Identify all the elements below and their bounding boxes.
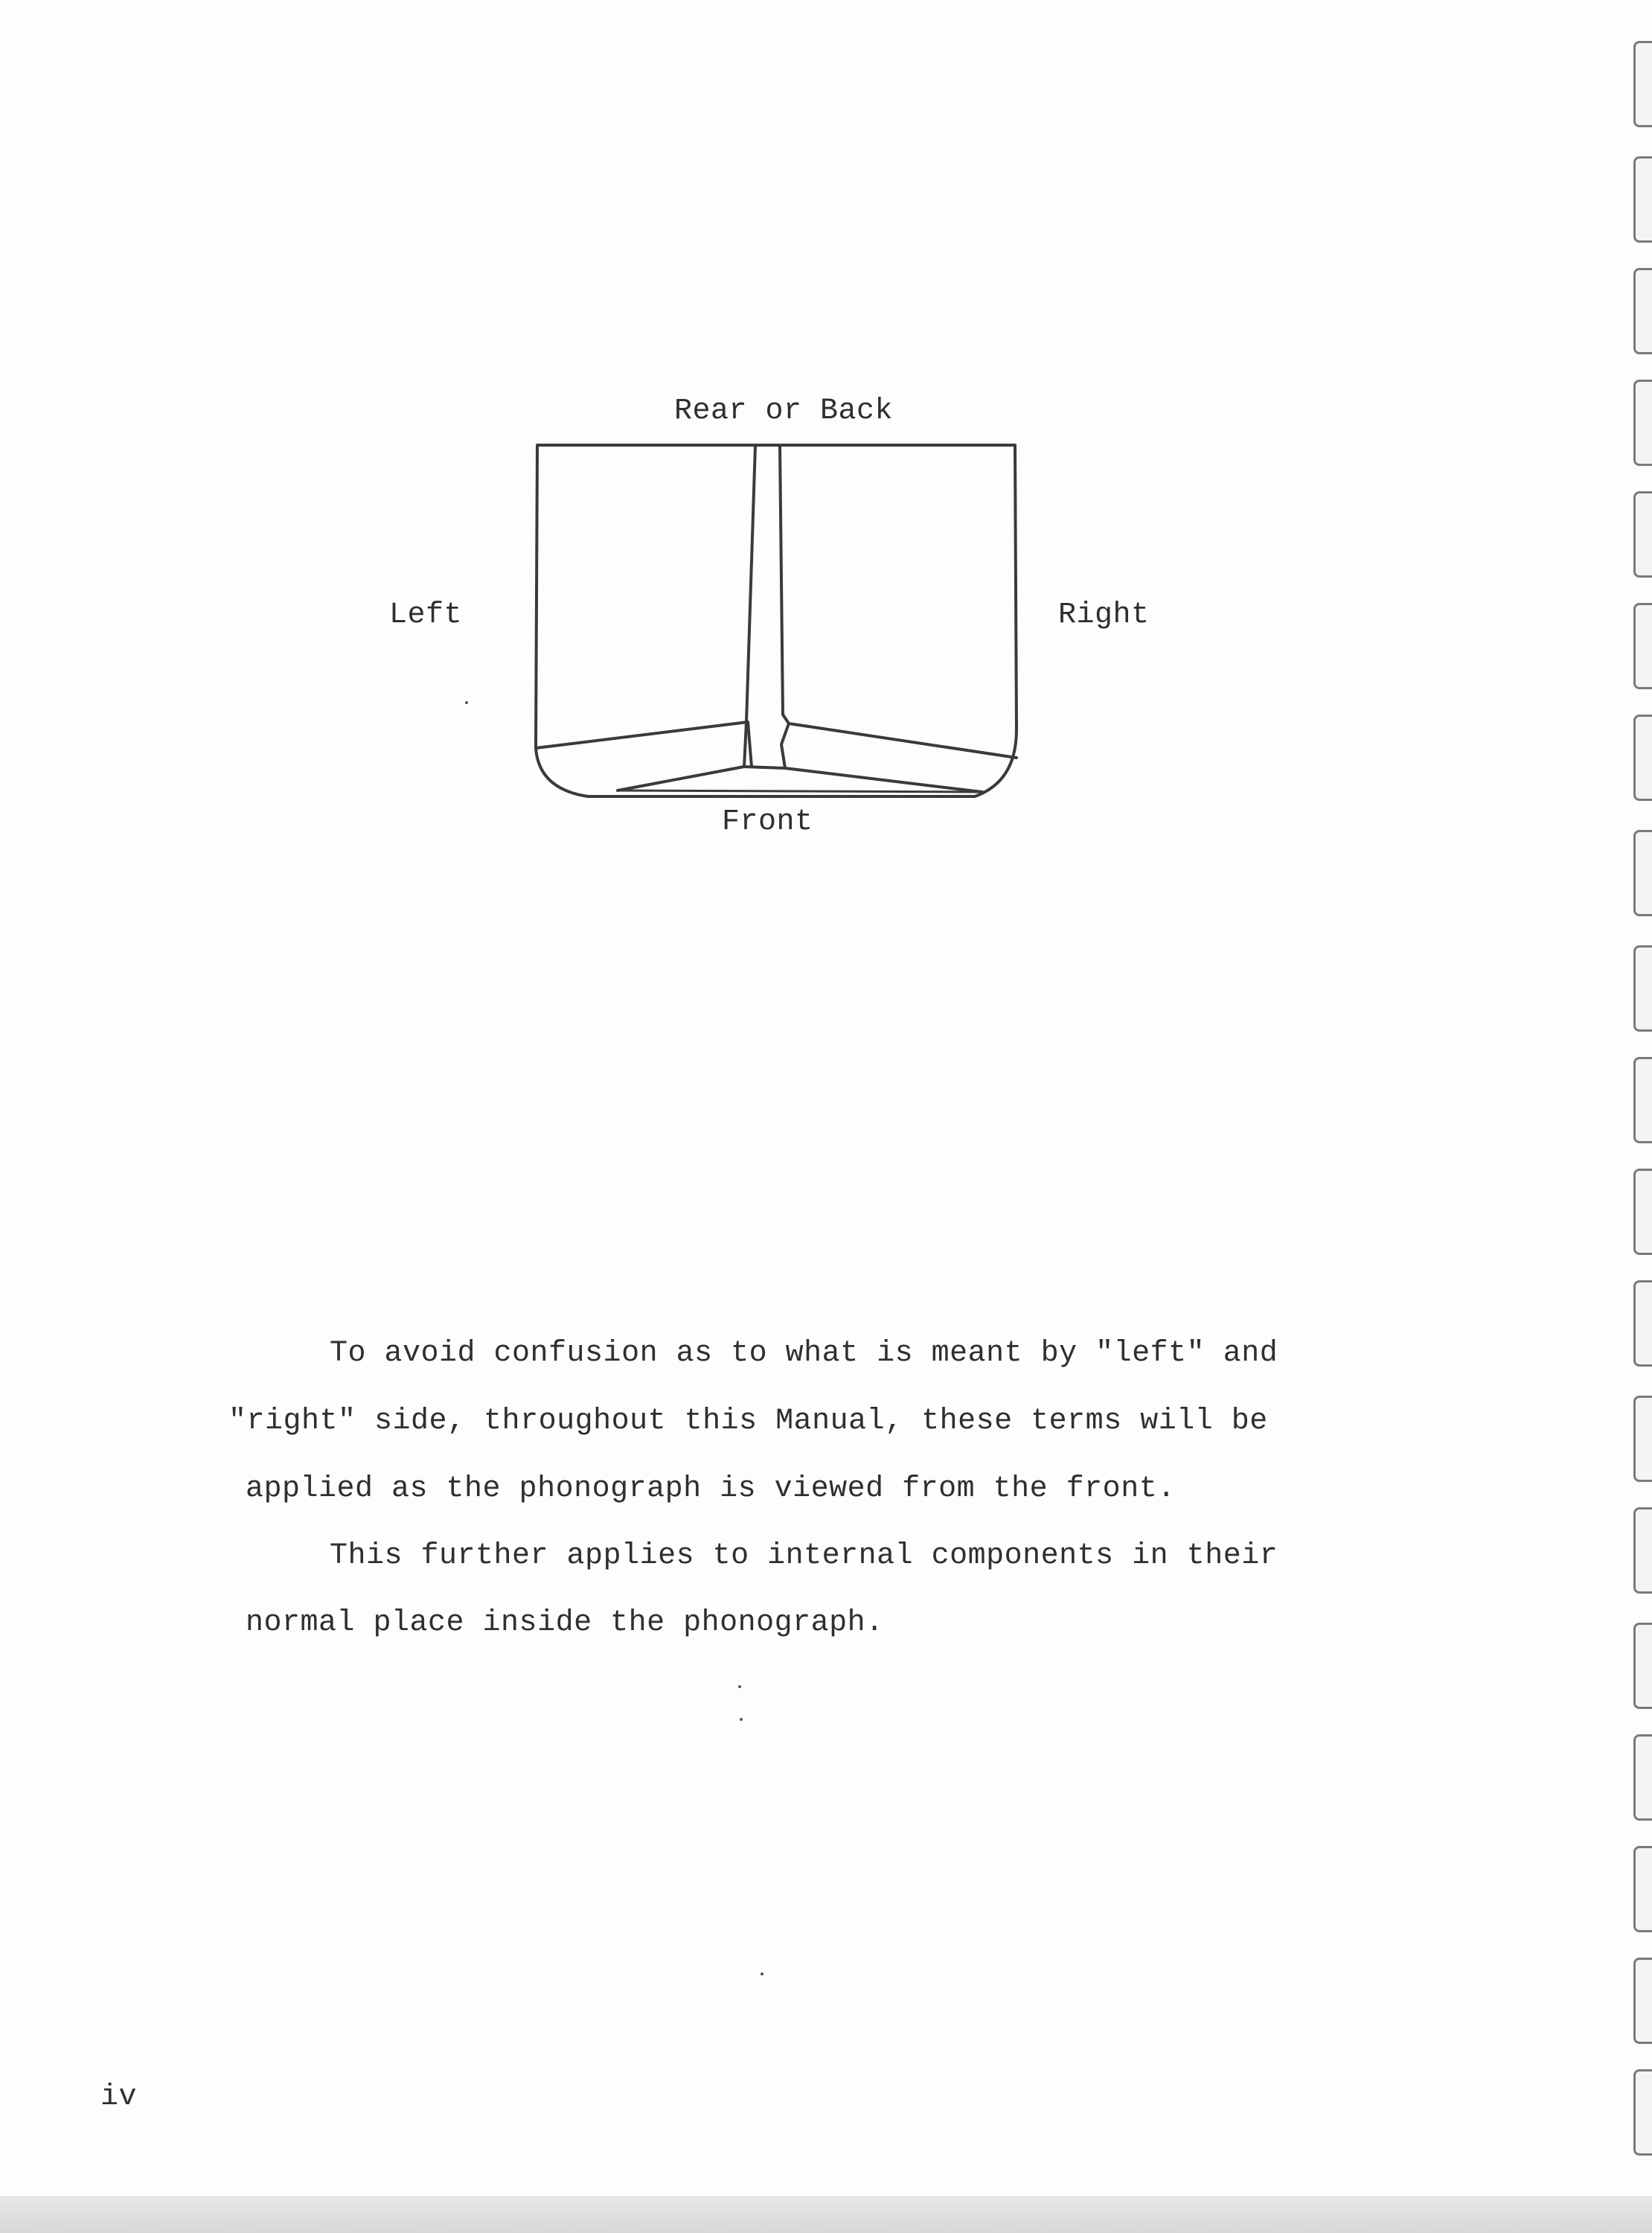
scan-bottom-edge: [0, 2196, 1652, 2233]
binder-tab: [1633, 1958, 1652, 2044]
front-bevel-right: [785, 768, 982, 792]
diagram-label-right: Right: [1058, 598, 1150, 632]
body-text-line-5: normal place inside the phonograph.: [246, 1606, 884, 1640]
binder-edge: [1622, 0, 1652, 2233]
binder-tab: [1633, 1623, 1652, 1709]
center-divider: [744, 445, 755, 767]
binder-tab: [1633, 268, 1652, 354]
binder-tab: [1633, 156, 1652, 243]
ink-speck: [740, 1718, 743, 1721]
cabinet-outline: [536, 445, 1017, 796]
body-text-line-4: This further applies to internal components in their: [330, 1539, 1278, 1573]
binder-tab: [1633, 1396, 1652, 1482]
ink-speck: [761, 1972, 763, 1975]
ink-speck: [738, 1685, 741, 1688]
front-bevel-left: [618, 767, 744, 790]
body-text-line-1: To avoid confusion as to what is meant by "left" and: [330, 1337, 1278, 1370]
binder-tab: [1633, 1057, 1652, 1143]
binder-tab: [1633, 1507, 1652, 1594]
binder-tab: [1633, 380, 1652, 466]
binder-tab: [1633, 1734, 1652, 1821]
left-lid-edge: [536, 722, 748, 748]
diagram-label-front: Front: [722, 805, 813, 839]
binder-tab: [1633, 2069, 1652, 2156]
binder-tab: [1633, 830, 1652, 916]
body-text-line-2: "right" side, throughout this Manual, these terms will be: [228, 1405, 1268, 1438]
diagram-label-rear: Rear or Back: [674, 394, 894, 428]
binder-tab: [1633, 1280, 1652, 1367]
binder-tab: [1633, 603, 1652, 689]
right-lid-edge: [783, 715, 1017, 758]
binder-tab: [1633, 1169, 1652, 1255]
binder-tab: [1633, 1846, 1652, 1932]
ink-speck: [465, 701, 468, 704]
binder-tab: [1633, 491, 1652, 578]
diagram-label-left: Left: [389, 598, 463, 632]
binder-tab: [1633, 41, 1652, 127]
binder-tab: [1633, 945, 1652, 1032]
cabinet-top-view-diagram: [521, 432, 1042, 804]
binder-tab: [1633, 715, 1652, 801]
page-number: iv: [100, 2080, 138, 2114]
body-text-line-3: applied as the phonograph is viewed from the front.: [246, 1472, 1176, 1506]
